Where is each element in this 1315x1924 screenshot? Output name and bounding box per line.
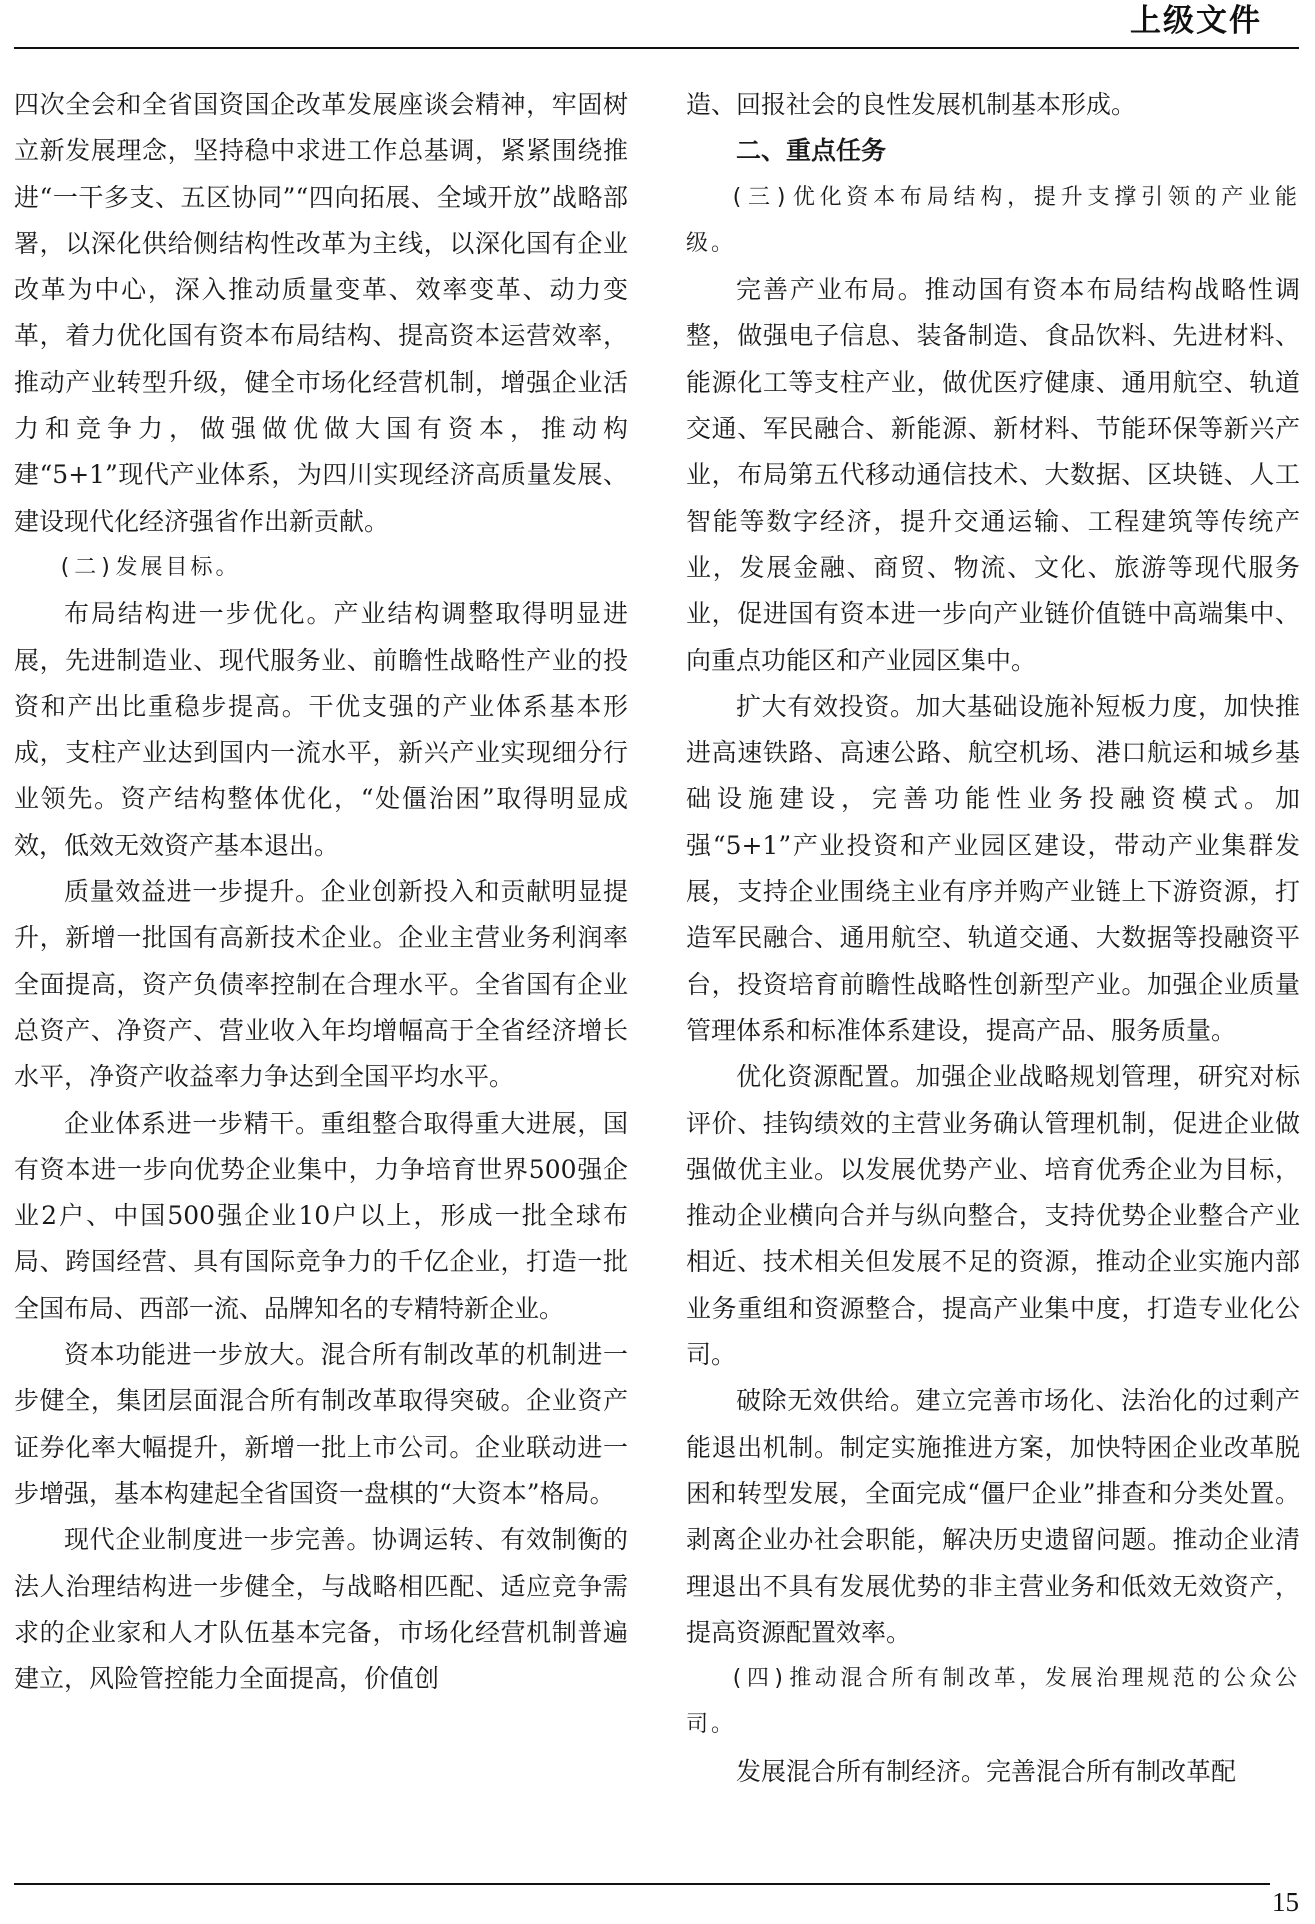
body-paragraph: 四次全会和全省国资国企改革发展座谈会精神，牢固树立新发展理念，坚持稳中求进工作总基调，紧紧围绕推进“一干多支、五区协同”“四向拓展、全域开放”战略部署，以深化供给侧结构性改革为主线，以深化国有企业改革为中心，深入推动质量变革、效率变革、动力变革，着力优化国有资本布局结构、提高资本运营效率，推动产业转型升级，健全市场化经营机制，增强企业活力和竞争力，做强做优做大国有资本，推动构建“5+1”现代产业体系，为四川实现经济高质量发展、建设现代化经济强省作出新贡献。 xyxy=(14,90,629,536)
body-paragraph: 发展混合所有制经济。完善混合所有制改革配 xyxy=(736,1756,1237,1786)
section-heading: 二、重点任务 xyxy=(736,136,887,166)
left-column xyxy=(14,82,628,1702)
body-paragraph: 质量效益进一步提升。企业创新投入和贡献明显提升，新增一批国有高新技术企业。企业主营业务利润率全面提高，资产负债率控制在合理水平。全省国有企业总资产、净资产、营业收入年均增幅高于全省经济增长水平，净资产收益率力争达到全国平均水平。 xyxy=(14,877,628,1092)
body-paragraph: 破除无效供给。建立完善市场化、法治化的过剩产能退出机制。制定实施推进方案，加快特困企业改革脱困和转型发展，全面完成“僵尸企业”排查和分类处置。剥离企业办社会职能，解决历史遗留问题。推动企业清理退出不具有发展优势的非主营业务和低效无效资产，提高资源配置效率。 xyxy=(686,1386,1300,1647)
body-paragraph: 布局结构进一步优化。产业结构调整取得明显进展，先进制造业、现代服务业、前瞻性战略性产业的投资和产出比重稳步提高。干优支强的产业体系基本形成，支柱产业达到国内一流水平，新兴产业实现细分行业领先。资产结构整体优化，“处僵治困”取得明显成效，低效无效资产基本退出。 xyxy=(14,599,628,860)
body-paragraph: 完善产业布局。推动国有资本布局结构战略性调整，做强电子信息、装备制造、食品饮料、先进材料、能源化工等支柱产业，做优医疗健康、通用航空、轨道交通、军民融合、新能源、新材料、节能环保等新兴产业，布局第五代移动通信技术、大数据、区块链、人工智能等数字经济，提升交通运输、工程建筑等传统产业，发展金融、商贸、物流、文化、旅游等现代服务业，促进国有资本进一步向产业链价值链中高端集中、向重点功能区和产业园区集中。 xyxy=(686,275,1300,675)
subsection-heading: (四)推动混合所有制改革，发展治理规范的公众公司。 xyxy=(686,1666,1300,1738)
body-paragraph: 造、回报社会的良性发展机制基本形成。 xyxy=(686,90,1137,119)
page-number: 15 xyxy=(1272,1887,1299,1917)
right-column xyxy=(686,82,1300,1795)
subsection-heading: (三)优化资本布局结构，提升支撑引领的产业能级。 xyxy=(686,184,1300,256)
body-paragraph: 现代企业制度进一步完善。协调运转、有效制衡的法人治理结构进一步健全，与战略相匹配、适应竞争需求的企业家和人才队伍基本完备，市场化经营机制普遍建立，风险管控能力全面提高，价值创 xyxy=(14,1525,628,1694)
body-paragraph: 资本功能进一步放大。混合所有制改革的机制进一步健全，集团层面混合所有制改革取得突破。企业资产证券化率大幅提升，新增一批上市公司。企业联动进一步增强，基本构建起全省国资一盘棋的“大资本”格局。 xyxy=(14,1340,628,1508)
header-rule xyxy=(14,47,1299,49)
section-label: 上级文件 xyxy=(1130,3,1262,39)
subsection-heading: (二)发展目标。 xyxy=(58,554,241,580)
body-paragraph: 优化资源配置。加强企业战略规划管理，研究对标评价、挂钩绩效的主营业务确认管理机制，促进企业做强做优主业。以发展优势产业、培育优秀企业为目标，推动企业横向合并与纵向整合，支持优势企业整合产业相近、技术相关但发展不足的资源，推动企业实施内部业务重组和资源整合，提高产业集中度，打造专业化公司。 xyxy=(686,1062,1300,1370)
footer-rule xyxy=(14,1883,1270,1885)
body-paragraph: 扩大有效投资。加大基础设施补短板力度，加快推进高速铁路、高速公路、航空机场、港口航运和城乡基础设施建设，完善功能性业务投融资模式。加强“5+1”产业投资和产业园区建设，带动产业集群发展，支持企业围绕主业有序并购产业链上下游资源，打造军民融合、通用航空、轨道交通、大数据等投融资平台，投资培育前瞻性战略性创新型产业。加强企业质量管理体系和标准体系建设，提高产品、服务质量。 xyxy=(686,691,1300,1045)
body-paragraph: 企业体系进一步精干。重组整合取得重大进展，国有资本进一步向优势企业集中，力争培育世界500强企业2户、中国500强企业10户以上，形成一批全球布局、跨国经营、具有国际竞争力的千亿企业，打造一批全国布局、西部一流、品牌知名的专精特新企业。 xyxy=(14,1108,628,1323)
